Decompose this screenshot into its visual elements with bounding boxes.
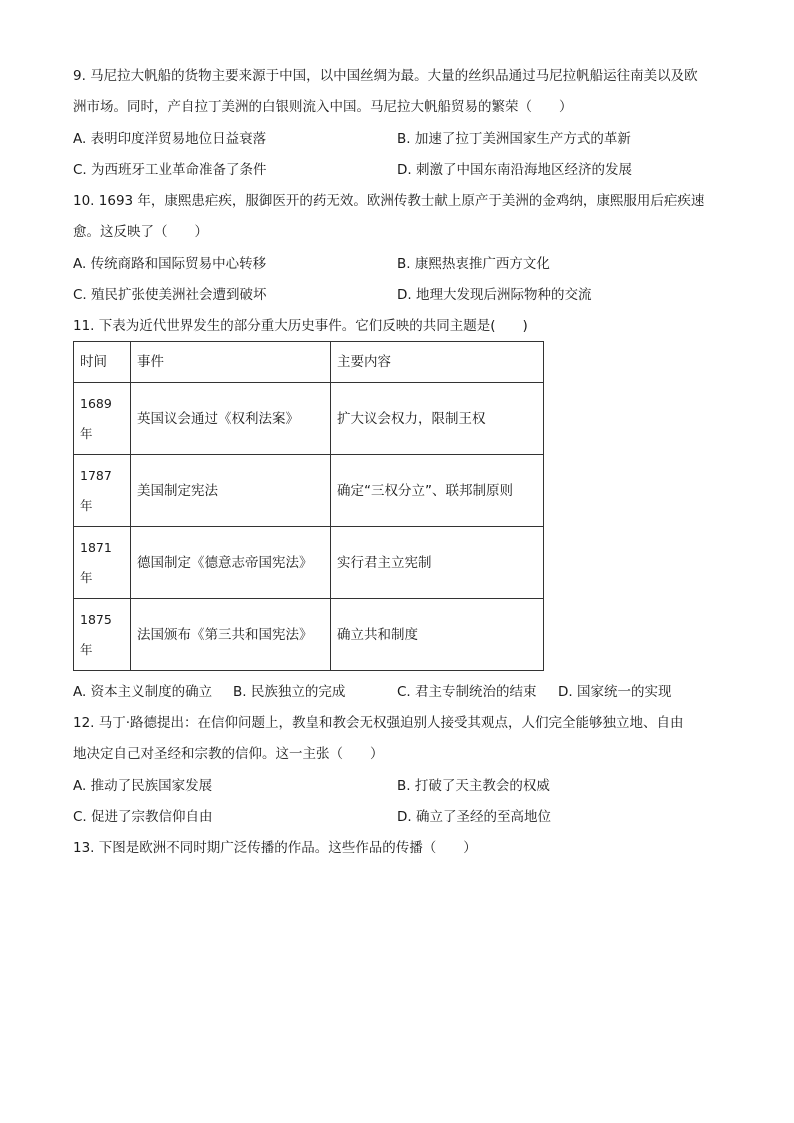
- question-10-line-1: 10. 1693 年，康熙患疟疾，服御医开的药无效。欧洲传教士献上原产于美洲的金鸡纳，康熙服用后疟疾速: [73, 193, 705, 209]
- table-row: [74, 599, 544, 671]
- cell-event: 法国颁布《第三共和国宪法》: [131, 599, 331, 671]
- cell-year-unit: 年: [80, 641, 93, 657]
- cell-year: 1689: [80, 395, 112, 411]
- question-9-option-a[interactable]: A. 表明印度洋贸易地位日益衰落: [73, 131, 267, 147]
- table-row: [74, 383, 544, 455]
- cell-year: 1871: [80, 539, 112, 555]
- question-9-option-c[interactable]: C. 为西班牙工业革命准备了条件: [73, 162, 267, 178]
- question-11-option-d[interactable]: D. 国家统一的实现: [558, 684, 672, 700]
- table-row: [74, 455, 544, 527]
- cell-event: 英国议会通过《权利法案》: [131, 383, 331, 455]
- question-9-stem: [73, 66, 733, 117]
- question-9-line-1: 9. 马尼拉大帆船的货物主要来源于中国，以中国丝绸为最。大量的丝织品通过马尼拉帆船运往南美以及欧: [73, 68, 698, 84]
- question-10-option-a[interactable]: A. 传统商路和国际贸易中心转移: [73, 256, 267, 272]
- question-13-stem: 13. 下图是欧洲不同时期广泛传播的作品。这些作品的传播（ ）: [73, 840, 477, 856]
- cell-year: 1875: [80, 611, 112, 627]
- question-11-stem: 11. 下表为近代世界发生的部分重大历史事件。它们反映的共同主题是( ): [73, 318, 528, 334]
- question-11-option-c[interactable]: C. 君主专制统治的结束: [397, 684, 537, 700]
- cell-content: 确定“三权分立”、联邦制原则: [331, 455, 544, 527]
- question-12-option-b[interactable]: B. 打破了天主教会的权威: [397, 778, 550, 794]
- cell-event: 美国制定宪法: [131, 455, 331, 527]
- history-events-table: [73, 341, 544, 671]
- question-10-stem: [73, 191, 733, 242]
- question-9-line-2: 洲市场。同时，产自拉丁美洲的白银则流入中国。马尼拉大帆船贸易的繁荣（ ）: [73, 99, 573, 115]
- cell-content: 实行君主立宪制: [331, 527, 544, 599]
- question-12-stem: [73, 713, 733, 764]
- cell-content: 确立共和制度: [331, 599, 544, 671]
- question-9-option-b[interactable]: B. 加速了拉丁美洲国家生产方式的革新: [397, 131, 631, 147]
- cell-time: [74, 527, 131, 599]
- cell-year-unit: 年: [80, 569, 93, 585]
- question-10-option-d[interactable]: D. 地理大发现后洲际物种的交流: [397, 287, 592, 303]
- cell-year: 1787: [80, 467, 112, 483]
- cell-event: 德国制定《德意志帝国宪法》: [131, 527, 331, 599]
- question-12-option-c[interactable]: C. 促进了宗教信仰自由: [73, 809, 213, 825]
- question-9-option-d[interactable]: D. 刺激了中国东南沿海地区经济的发展: [397, 162, 632, 178]
- question-10-line-2: 愈。这反映了（ ）: [73, 224, 208, 240]
- cell-year-unit: 年: [80, 425, 93, 441]
- table-header-row: [74, 342, 544, 383]
- cell-time: [74, 383, 131, 455]
- cell-year-unit: 年: [80, 497, 93, 513]
- question-12-line-2: 地决定自己对圣经和宗教的信仰。这一主张（ ）: [73, 746, 384, 762]
- question-12-option-a[interactable]: A. 推动了民族国家发展: [73, 778, 213, 794]
- header-event: 事件: [131, 342, 331, 383]
- question-11-option-b[interactable]: B. 民族独立的完成: [233, 684, 346, 700]
- question-10-option-c[interactable]: C. 殖民扩张使美洲社会遭到破坏: [73, 287, 267, 303]
- question-12-option-d[interactable]: D. 确立了圣经的至高地位: [397, 809, 551, 825]
- question-12-line-1: 12. 马丁·路德提出：在信仰问题上，教皇和教会无权强迫别人接受其观点，人们完全能够独立地、自由: [73, 715, 684, 731]
- table-row: [74, 527, 544, 599]
- cell-content: 扩大议会权力，限制王权: [331, 383, 544, 455]
- cell-time: [74, 455, 131, 527]
- header-time: 时间: [74, 342, 131, 383]
- question-11-option-a[interactable]: A. 资本主义制度的确立: [73, 684, 213, 700]
- cell-time: [74, 599, 131, 671]
- question-10-option-b[interactable]: B. 康熙热衷推广西方文化: [397, 256, 550, 272]
- header-content: 主要内容: [331, 342, 544, 383]
